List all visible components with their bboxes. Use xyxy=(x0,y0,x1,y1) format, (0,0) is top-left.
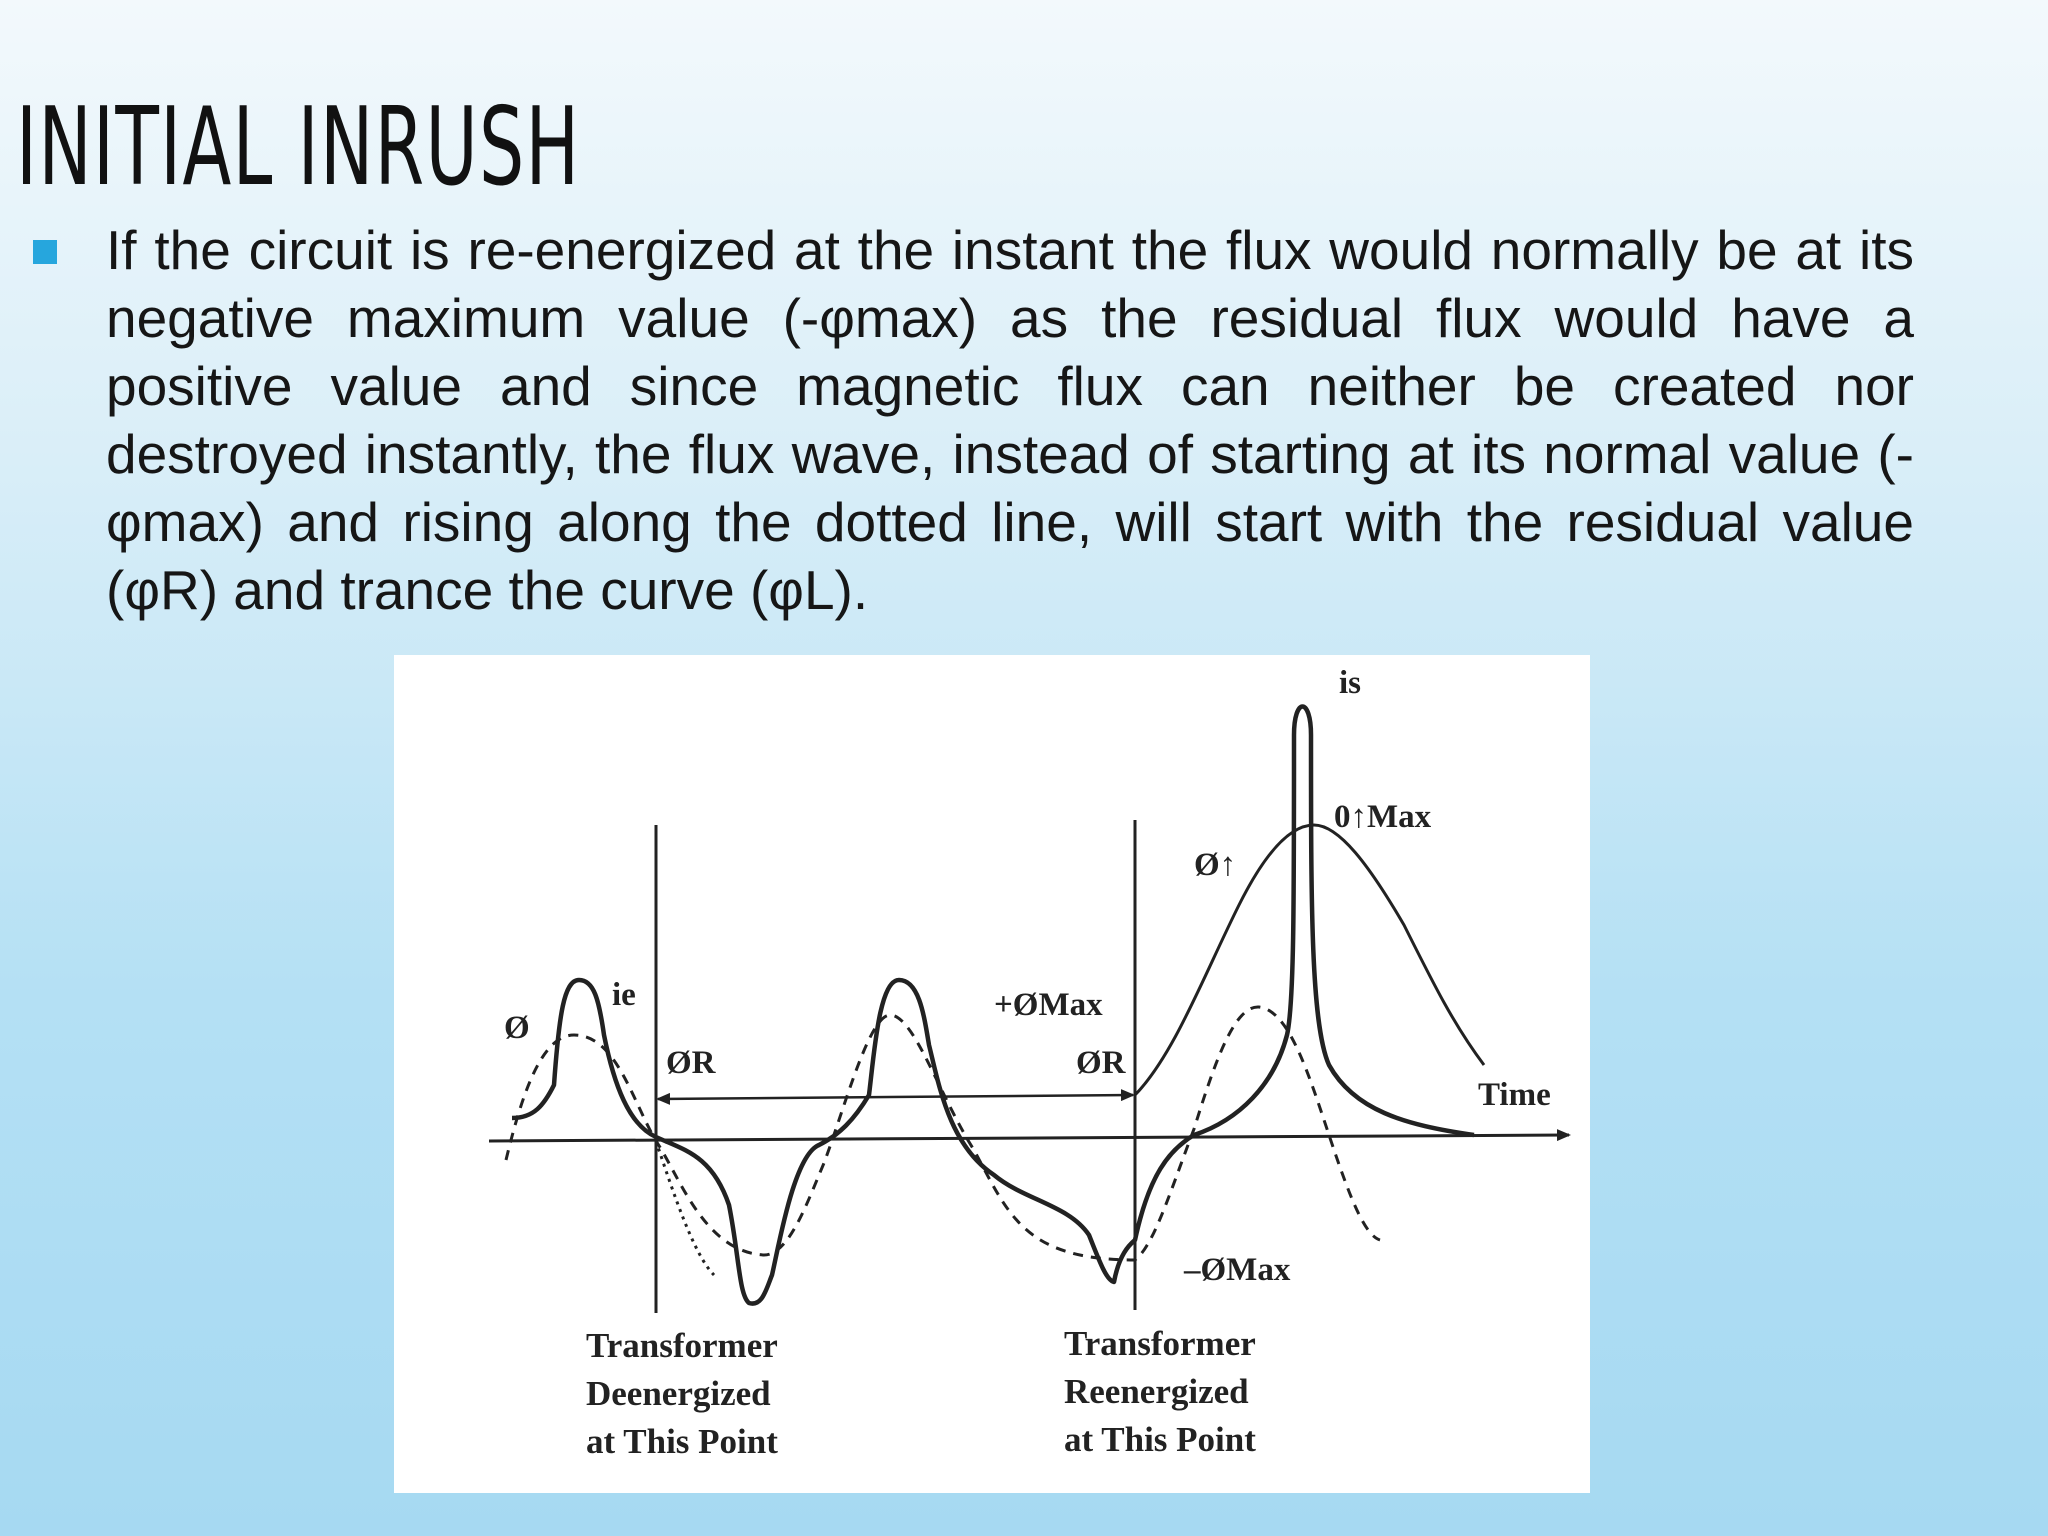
caption-left-line-2: Deenergized xyxy=(586,1374,771,1413)
label-phi-t: Ø↑ xyxy=(1194,847,1237,883)
label-is: is xyxy=(1339,665,1362,701)
label-ie: ie xyxy=(612,977,636,1013)
caption-right-line-3: at This Point xyxy=(1064,1420,1256,1459)
residual-flux-arrow xyxy=(658,1095,1133,1099)
caption-left-line-1: Transformer xyxy=(586,1326,778,1365)
caption-right-line-2: Reenergized xyxy=(1064,1372,1249,1411)
bullet-text: If the circuit is re-energized at the instant the flux would normally be at its negative maximum value (-φmax) as the residual flux would have a positive value and since magnetic flux can neither be created nor destroyed instantly, the flux wave, instead of starting at its normal value (-φmax) and rising along the dotted line, will start with the residual value (φR) and trance the curve (φL). xyxy=(106,219,1914,621)
label-pos-max: +ØMax xyxy=(994,987,1103,1023)
caption-right-line-1: Transformer xyxy=(1064,1324,1256,1363)
bullet-square-icon xyxy=(33,240,57,264)
label-phi-t-max: 0↑Max xyxy=(1334,799,1432,835)
caption-left-line-3: at This Point xyxy=(586,1422,778,1461)
slide-title: INITIAL INRUSH xyxy=(16,85,581,210)
waveform-svg xyxy=(394,655,1590,1493)
label-phi-r-left: ØR xyxy=(666,1045,716,1081)
label-neg-max: –ØMax xyxy=(1184,1252,1291,1288)
flux-dotted-curve xyxy=(656,1141,714,1275)
label-phi-r-right: ØR xyxy=(1076,1045,1126,1081)
normal-flux-dashed-curve xyxy=(506,1007,1380,1260)
inrush-waveform-diagram xyxy=(394,655,1590,1493)
caption-deenergized xyxy=(586,1326,778,1461)
caption-reenergized xyxy=(1064,1324,1256,1459)
label-time: Time xyxy=(1478,1077,1551,1113)
label-phi: Ø xyxy=(504,1010,530,1046)
